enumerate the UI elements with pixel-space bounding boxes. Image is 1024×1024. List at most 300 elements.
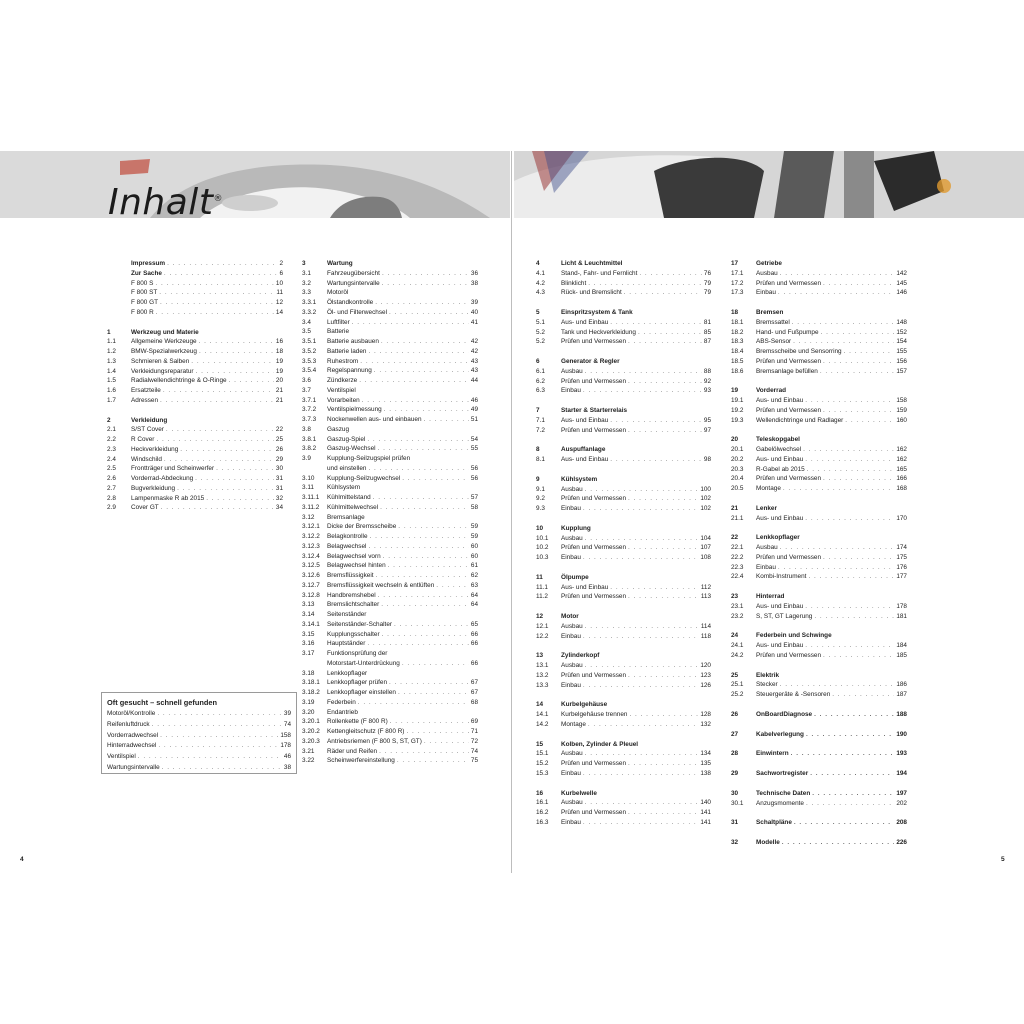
toc-number: 7 [536, 407, 540, 414]
toc-label: F 800 GT [131, 299, 158, 306]
toc-label: Gaszug-Spiel [327, 435, 366, 443]
toc-entry [302, 727, 478, 737]
toc-number: 30 [731, 789, 739, 797]
toc-label: Aus- und Einbau [756, 642, 804, 649]
toc-entry [107, 752, 291, 763]
toc-label: Impressum [131, 260, 166, 267]
leader-dots [639, 269, 702, 279]
leader-dots [622, 357, 709, 367]
toc-number: 22.1 [731, 544, 744, 551]
toc-number: 18.5 [731, 357, 744, 365]
toc-number: 3.12.3 [302, 542, 320, 550]
leader-dots [368, 464, 468, 474]
toc-entry [302, 708, 478, 718]
toc-page: 38 [283, 763, 291, 771]
toc-page: 10 [275, 279, 283, 287]
toc-page: 158 [896, 397, 907, 404]
toc-number [302, 464, 327, 474]
toc-page: 57 [470, 494, 478, 501]
toc-page: 184 [896, 642, 907, 649]
toc-number: 3.22 [302, 757, 315, 765]
leader-dots [779, 504, 905, 514]
toc-label: Ausbau [561, 622, 583, 630]
toc-entry [536, 543, 711, 553]
toc-page: 160 [896, 416, 907, 424]
toc-page: 51 [470, 416, 478, 423]
toc-label: BMW-Spezialwerkzeug [131, 348, 197, 355]
toc-label: Bremsen [756, 309, 784, 316]
leader-dots [607, 445, 709, 455]
toc-label: Ausbau [561, 799, 583, 807]
leader-dots [358, 698, 469, 708]
toc-number: 3.8.1 [302, 435, 317, 443]
toc-page: 141 [700, 809, 711, 816]
toc-page: 134 [700, 750, 711, 758]
toc-number: 18.3 [731, 338, 744, 346]
toc-entry [107, 337, 283, 347]
leader-dots [370, 532, 469, 542]
leader-dots [402, 659, 469, 669]
toc-entry [107, 367, 283, 377]
toc-section-heading [731, 749, 907, 759]
toc-page: 71 [470, 728, 478, 735]
leader-dots [378, 444, 469, 454]
toc-number: 30.1 [731, 799, 744, 807]
leader-dots [629, 406, 709, 416]
toc-label: Nockenwellen aus- und einbauen [327, 416, 422, 423]
toc-entry [731, 641, 907, 651]
toc-page: 40 [470, 308, 478, 316]
toc-number: 1.4 [107, 367, 116, 375]
toc-page: 155 [896, 348, 907, 355]
toc-label: Kurbelwelle [561, 789, 597, 797]
toc-entry [302, 357, 478, 367]
leader-dots [216, 464, 274, 474]
leader-dots [583, 769, 698, 779]
toc-label: Zur Sache [131, 269, 162, 277]
leader-dots [180, 445, 274, 455]
leader-dots [585, 534, 699, 544]
toc-number: 14.1 [536, 711, 549, 718]
toc-page: 114 [700, 622, 711, 630]
leader-dots [583, 386, 702, 396]
leader-dots [390, 717, 469, 727]
toc-column-2 [302, 259, 478, 766]
toc-column-4 [731, 259, 907, 848]
toc-label: OnBoardDiagnose [756, 710, 813, 718]
toc-column-3 [536, 259, 711, 828]
toc-label: Einbau [561, 554, 581, 561]
toc-entry [302, 376, 478, 386]
toc-number: 3.7.2 [302, 406, 317, 414]
leader-dots [609, 700, 709, 710]
toc-page: 39 [470, 299, 478, 306]
toc-entry [536, 279, 711, 289]
toc-number: 11.2 [536, 593, 548, 601]
toc-page: 181 [896, 612, 907, 620]
leader-dots [807, 465, 895, 475]
leader-dots [368, 347, 468, 357]
leader-dots [358, 386, 476, 396]
toc-label: Wartung [327, 260, 353, 267]
toc-entry [302, 591, 478, 601]
toc-label: Aus- und Einbau [756, 455, 804, 463]
toc-number: 3.11 [302, 484, 314, 492]
toc-page: 29 [275, 455, 283, 463]
toc-page: 62 [470, 572, 478, 579]
toc-label: Lenkkopflager [327, 669, 368, 677]
toc-page: 85 [703, 328, 711, 336]
toc-number: 8.1 [536, 456, 545, 463]
toc-number: 25.1 [731, 681, 744, 689]
toc-label: Kurbelgehäuse [561, 701, 608, 709]
toc-entry [731, 347, 907, 357]
leader-dots [806, 799, 894, 809]
leader-dots [629, 710, 698, 720]
toc-label: Rollenkette (F 800 R) [327, 718, 388, 726]
title-text: Inhalt [108, 182, 214, 223]
leader-dots [783, 484, 894, 494]
toc-page: 170 [896, 514, 907, 522]
toc-number: 9 [536, 475, 540, 483]
toc-entry [302, 503, 478, 513]
toc-entry [731, 602, 907, 612]
toc-label: Vorderradwechsel [107, 731, 159, 739]
leader-dots [823, 406, 894, 416]
toc-number: 3.13 [302, 601, 315, 609]
toc-entry [731, 690, 907, 700]
toc-page: 92 [703, 377, 711, 385]
toc-number: 21 [731, 504, 739, 512]
toc-number: 3.5.4 [302, 367, 317, 375]
leader-dots [159, 288, 274, 298]
toc-page: 188 [896, 710, 907, 718]
leader-dots [588, 720, 698, 730]
toc-label: Radialwellendichtringe & O-Ringe [131, 377, 227, 385]
toc-label: Rück- und Bremslicht [561, 289, 622, 297]
toc-page: 34 [275, 504, 283, 512]
toc-page: 36 [470, 269, 478, 277]
toc-entry [536, 485, 711, 495]
toc-page: 185 [896, 651, 907, 659]
quick-find-box [101, 692, 297, 774]
toc-number: 17 [731, 260, 739, 267]
leader-dots [199, 347, 274, 357]
toc-entry [536, 328, 711, 338]
leader-dots [384, 405, 469, 415]
toc-label: Kombi-Instrument [756, 573, 807, 581]
toc-label: Tank und Heckverkleidung [561, 328, 636, 336]
toc-number: 27 [731, 730, 739, 738]
toc-label: Gaszug-Wechsel [327, 445, 376, 453]
toc-entry [536, 769, 711, 779]
toc-page: 43 [470, 367, 478, 375]
leader-dots [805, 396, 894, 406]
leader-dots [784, 259, 905, 269]
toc-page: 59 [470, 533, 478, 540]
toc-number: 19.1 [731, 397, 744, 404]
toc-entry [302, 561, 478, 571]
toc-entry [536, 367, 711, 377]
toc-label: Kupplungsschalter [327, 630, 380, 638]
leader-dots [610, 455, 702, 465]
toc-page: 193 [896, 750, 907, 758]
toc-page: 132 [700, 720, 711, 728]
toc-label: Ausbau [561, 750, 583, 758]
toc-entry [536, 426, 711, 436]
leader-dots [793, 337, 894, 347]
toc-number: 4.3 [536, 289, 545, 297]
toc-number: 3.5.2 [302, 347, 317, 355]
toc-entry [731, 337, 907, 347]
leader-dots [195, 474, 274, 484]
leader-dots [585, 485, 699, 495]
toc-entry [731, 651, 907, 661]
leader-dots [169, 416, 281, 426]
toc-number: 3 [302, 260, 306, 267]
toc-label: Prüfen und Vermessen [756, 279, 822, 287]
header-photo-left [0, 151, 510, 218]
toc-entry [302, 337, 478, 347]
toc-label: Prüfen und Vermessen [756, 475, 822, 483]
leader-dots [781, 671, 905, 681]
leader-dots [814, 612, 894, 622]
page-title [108, 182, 223, 223]
leader-dots [424, 737, 469, 747]
toc-label: Einbau [561, 681, 581, 689]
toc-label: Wartungsintervalle [107, 763, 160, 771]
leader-dots [806, 730, 894, 740]
toc-number: 17.1 [731, 269, 744, 277]
leader-dots [424, 415, 469, 425]
toc-label: Bugverkleidung [131, 484, 176, 492]
toc-entry [302, 600, 478, 610]
toc-label: Teleskopgabel [756, 436, 800, 444]
toc-label: Kühlmittelwechsel [327, 503, 379, 511]
toc-entry [731, 357, 907, 367]
toc-number: 13.3 [536, 681, 549, 689]
toc-entry [107, 298, 283, 308]
toc-label: Ausbau [561, 367, 583, 375]
toc-number: 18 [731, 309, 739, 316]
toc-page: 107 [700, 544, 711, 552]
toc-label: Dicke der Bremsscheibe [327, 523, 397, 531]
toc-label: Fahrzeugübersicht [327, 269, 380, 277]
leader-dots [373, 493, 469, 503]
toc-page: 157 [896, 367, 907, 375]
toc-page: 194 [896, 770, 907, 777]
toc-label: Prüfen und Vermessen [561, 671, 627, 679]
leader-dots [585, 367, 702, 377]
leader-dots [581, 612, 709, 622]
toc-page: 14 [275, 308, 283, 316]
toc-label: Prüfen und Vermessen [756, 553, 822, 561]
toc-number: 3.7.1 [302, 396, 317, 404]
toc-entry [107, 425, 283, 435]
page-number-right: 5 [1001, 856, 1005, 863]
toc-label: Zylinderkopf [561, 652, 600, 660]
toc-number: 19.3 [731, 416, 744, 424]
toc-number: 3.20.3 [302, 737, 320, 745]
toc-number: 2.8 [107, 494, 116, 502]
leader-dots [160, 731, 278, 742]
leader-dots [810, 769, 894, 779]
toc-number: 10 [536, 524, 544, 532]
leader-dots [803, 445, 894, 455]
toc-number: 3.7.3 [302, 416, 317, 423]
motorcycle-tank-image [514, 151, 1024, 218]
toc-section-heading [731, 671, 907, 681]
toc-label: Einbau [561, 505, 581, 512]
leader-dots [832, 690, 894, 700]
toc-entry [536, 661, 711, 671]
toc-page: 141 [700, 818, 711, 826]
page-fold [511, 151, 512, 873]
toc-section-heading [731, 818, 907, 828]
toc-number: 16 [536, 789, 544, 797]
toc-entry [302, 737, 478, 747]
toc-page: 60 [470, 542, 478, 550]
toc-label: Luftfilter [327, 318, 350, 326]
toc-label: Kupplung-Seilzugwechsel [327, 474, 401, 482]
toc-section-heading [536, 357, 711, 367]
toc-entry [302, 327, 478, 337]
toc-label: Ölpumpe [561, 573, 589, 581]
toc-page: 126 [700, 681, 711, 689]
toc-page: 75 [470, 757, 478, 765]
leader-dots [402, 474, 469, 484]
toc-page: 138 [700, 769, 711, 777]
toc-label: Schaltpläne [756, 819, 792, 827]
leader-dots [388, 561, 469, 571]
leader-dots [821, 328, 895, 338]
toc-number: 3.14 [302, 611, 315, 618]
leader-dots [398, 522, 469, 532]
toc-page: 156 [896, 357, 907, 365]
toc-entry [536, 337, 711, 347]
toc-number: 10.3 [536, 554, 549, 561]
toc-number: 1.2 [107, 348, 116, 355]
toc-label: Bremsanlage befüllen [756, 367, 818, 375]
toc-label: Batterie [327, 328, 350, 336]
toc-entry [731, 680, 907, 690]
toc-entry [302, 717, 478, 727]
toc-number: 4.1 [536, 269, 545, 277]
toc-number: 3.3.1 [302, 299, 317, 306]
leader-dots [845, 416, 894, 426]
toc-page: 102 [700, 505, 711, 512]
toc-label: Einbau [756, 563, 776, 571]
leader-dots [196, 367, 274, 377]
leader-dots [635, 308, 709, 318]
leader-dots [585, 622, 699, 632]
leader-dots [610, 583, 699, 593]
toc-number: 15.2 [536, 760, 549, 767]
toc-entry [536, 592, 711, 602]
leader-dots [624, 259, 709, 269]
toc-label: Aus- und Einbau [561, 416, 609, 424]
leader-dots [610, 416, 702, 426]
leader-dots [599, 475, 709, 485]
leader-dots [808, 572, 894, 582]
toc-label: Einspritzsystem & Tank [561, 309, 633, 316]
toc-page: 31 [275, 475, 283, 482]
leader-dots [792, 318, 895, 328]
toc-number: 1.5 [107, 377, 116, 385]
toc-entry [107, 396, 283, 406]
toc-label: Batterie ausbauen [327, 338, 379, 345]
toc-section-heading [536, 612, 711, 622]
leader-dots [591, 573, 709, 583]
toc-page: 63 [470, 581, 478, 589]
leader-dots [628, 377, 702, 387]
toc-label: Ölstandkontrolle [327, 299, 374, 306]
toc-page: 43 [470, 357, 478, 365]
toc-page: 41 [470, 318, 478, 326]
toc-entry [731, 553, 907, 563]
toc-entry [731, 563, 907, 573]
leader-dots [201, 328, 281, 338]
toc-entry [302, 678, 478, 688]
toc-number: 25.2 [731, 691, 744, 698]
toc-page: 19 [275, 367, 283, 375]
leader-dots [593, 524, 709, 534]
toc-label: Bremssattel [756, 318, 790, 326]
leader-dots [389, 308, 469, 318]
toc-number: 20.2 [731, 455, 744, 463]
title-mark: ® [213, 194, 223, 204]
toc-label: Wartungsintervalle [327, 279, 380, 287]
toc-label: Aus- und Einbau [561, 456, 609, 463]
toc-number: 3.3 [302, 289, 311, 297]
toc-label: Cover GT [131, 504, 159, 512]
leader-dots [780, 543, 895, 553]
leader-dots [156, 435, 273, 445]
leader-dots [380, 503, 469, 513]
toc-page: 168 [896, 485, 907, 492]
toc-entry [302, 464, 478, 474]
toc-page: 65 [470, 620, 478, 628]
toc-page: 79 [703, 289, 711, 297]
toc-label: Verkleidungsreparatur [131, 367, 194, 375]
toc-section-heading [536, 651, 711, 661]
toc-label: Prüfen und Vermessen [756, 406, 822, 414]
toc-number: 16.2 [536, 809, 549, 816]
toc-entry [536, 377, 711, 387]
toc-label: Belagwechsel hinten [327, 562, 386, 570]
leader-dots [812, 789, 894, 799]
toc-section-heading [536, 524, 711, 534]
toc-label: Auspuffanlage [561, 446, 606, 454]
toc-number: 2.7 [107, 484, 116, 492]
toc-number: 6 [536, 358, 540, 365]
toc-page: 123 [700, 671, 711, 679]
toc-page: 162 [896, 446, 907, 453]
toc-section-heading [536, 259, 711, 269]
toc-number: 24.1 [731, 642, 744, 649]
toc-entry [731, 279, 907, 289]
toc-page: 39 [283, 710, 291, 717]
toc-number: 3.8.2 [302, 445, 317, 453]
leader-dots [778, 563, 894, 573]
toc-page: 152 [896, 328, 907, 336]
leader-dots [362, 483, 476, 493]
toc-entry [302, 698, 478, 708]
toc-entry [731, 514, 907, 524]
toc-number: 2.1 [107, 426, 116, 434]
leader-dots [802, 533, 905, 543]
toc-entry [731, 445, 907, 455]
